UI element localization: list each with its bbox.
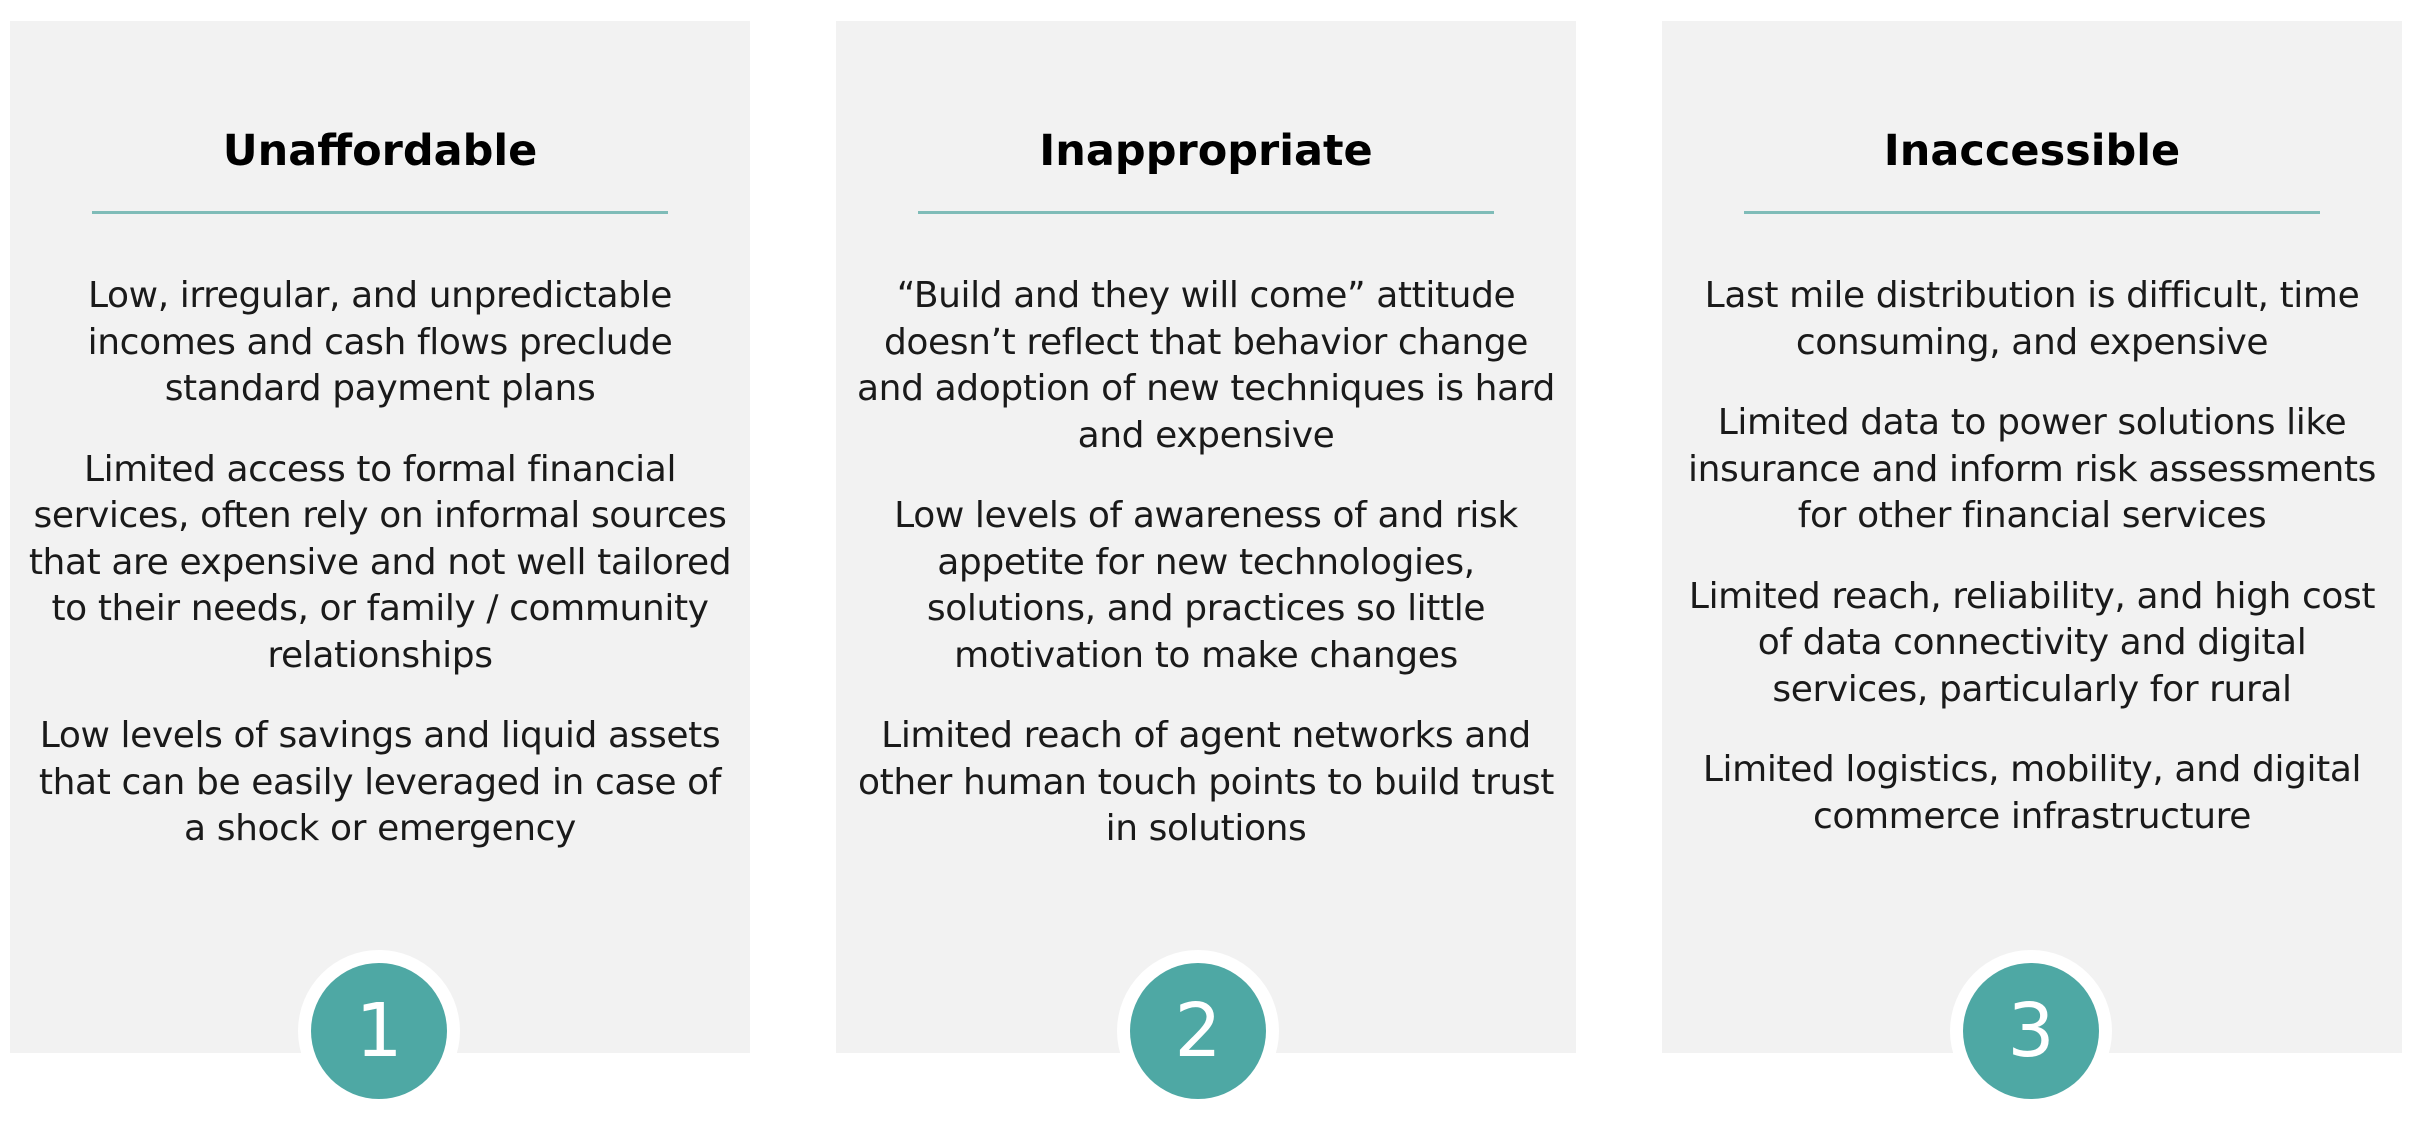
card-point: Limited logistics, mobility, and digital commerce infrastructure bbox=[1702, 749, 2362, 837]
title-divider bbox=[92, 211, 668, 214]
card-title: Inappropriate bbox=[1039, 126, 1373, 176]
card-point: Low levels of savings and liquid assets that can be easily leveraged in case of a shock or emergency bbox=[38, 715, 722, 849]
card-inaccessible bbox=[1662, 21, 2402, 1053]
card-inappropriate bbox=[836, 21, 1576, 1053]
title-divider bbox=[1744, 211, 2320, 214]
card-point: Last mile distribution is difficult, time consuming, and expensive bbox=[1704, 275, 2360, 363]
title-divider bbox=[918, 211, 1494, 214]
card-point: Limited data to power solutions like insurance and inform risk assessments for other financial services bbox=[1687, 402, 2376, 536]
card-point: Limited reach of agent networks and other human touch points to build trust in solutions bbox=[858, 715, 1554, 849]
card-body bbox=[850, 273, 1562, 887]
card-unaffordable bbox=[10, 21, 750, 1053]
card-point: Limited access to formal financial services, often rely on informal sources that are expensive and not well tailored to their needs, or family / community relationships bbox=[28, 448, 732, 676]
number-badge-label: 2 bbox=[1130, 963, 1266, 1099]
card-body bbox=[1676, 273, 2388, 874]
card-title: Inaccessible bbox=[1883, 126, 2181, 176]
number-badge-1 bbox=[298, 950, 460, 1112]
card-title: Unaffordable bbox=[222, 126, 538, 176]
number-badge-3 bbox=[1950, 950, 2112, 1112]
card-point: Low levels of awareness of and risk appetite for new technologies, solutions, and practices so little motivation to make changes bbox=[894, 495, 1518, 676]
card-point: Limited reach, reliability, and high cost of data connectivity and digital services, particularly for rural bbox=[1688, 575, 2376, 710]
card-point: “Build and they will come” attitude doesn’t reflect that behavior change and adoption of new techniques is hard and expensive bbox=[857, 275, 1555, 456]
card-point: Low, irregular, and unpredictable incomes and cash flows preclude standard payment plans bbox=[87, 275, 673, 409]
number-badge-2 bbox=[1117, 950, 1279, 1112]
number-badge-label: 3 bbox=[1963, 963, 2099, 1099]
card-body bbox=[24, 273, 736, 887]
number-badge-label: 1 bbox=[311, 963, 447, 1099]
